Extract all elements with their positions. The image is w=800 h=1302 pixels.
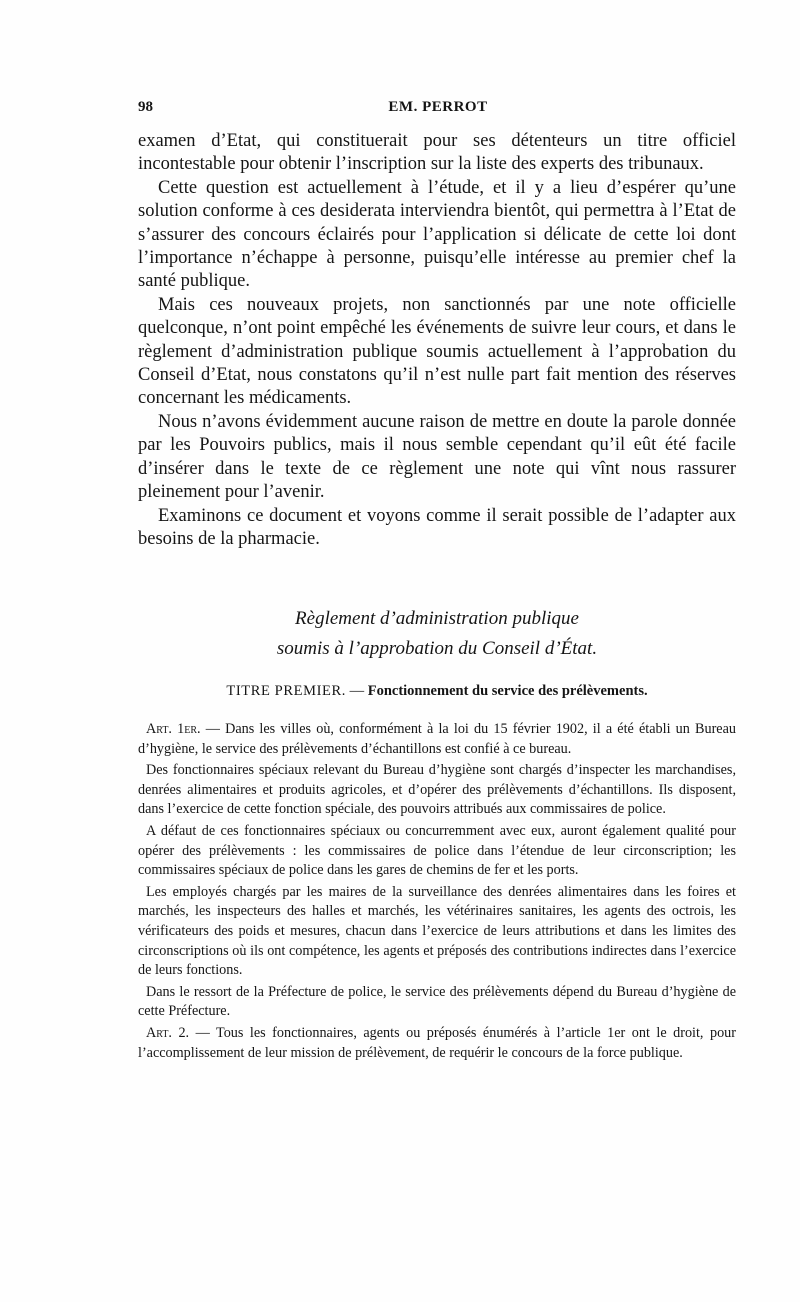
article-label: Art. 1er. [146,721,201,737]
running-head [138,99,738,121]
paragraph: Examinons ce document et voyons comme il serait possible de l’adapter aux besoins de la pharmacie. [138,505,736,549]
paragraph: examen d’Etat, qui constituerait pour ses détenteurs un titre officiel incontestable pour obtenir l’inscription sur la liste des experts des tribunaux. [138,131,736,175]
section-title-line: soumis à l’approbation du Conseil d’État. [276,638,598,659]
article-paragraph: Des fonctionnaires spéciaux relevant du Bureau d’hygiène sont chargés d’inspecter les marchandises, denrées alimentaires et produits agricoles, et d’opérer des prélèvements d’échantillons. Ils disposent, dans l’exercice de cette fonction spéciale, des pouvoirs attribués aux commissaires de police. [138,762,736,818]
article-1 [138,720,736,759]
body-text [138,130,736,551]
article-paragraph: Les employés chargés par les maires de la surveillance des denrées alimentaires dans les foires et marchés, les inspecteurs des halles et marchés, les vétérinaires sanitaires, les agents des octrois, les vérificateurs des poids et mesures, chacun dans l’exercice de leurs attributions et dans les limites des circonscriptions où ils ont compétence, les agents et préposés des contributions indirectes dans l’exercice de leurs fonctions. [138,883,736,979]
article-label: Art. 2. [146,1024,190,1041]
paragraph: Nous n’avons évidemment aucune raison de mettre en doute la parole donnée par les Pouvoirs publics, mais il nous semble cependant qu’il eût été facile d’insérer dans le texte de ce règlement une note qui vînt nous rassurer pleinement pour l’avenir. [138,411,736,503]
titre-label: TITRE PREMIER. [226,683,346,699]
section-title-line: Règlement d’administration publique [295,608,579,629]
article-paragraph: Dans le ressort de la Préfecture de police, le service des prélèvements dépend du Bureau d’hygiène de cette Préfecture. [138,983,736,1020]
titre-heading [138,683,736,700]
paragraph: Mais ces nouveaux projets, non sanctionnés par une note officielle quelconque, n’ont point empêché les événements de suivre leur cours, et dans le règlement d’administration publique soumis actuellement à l’approbation du Conseil d’Etat, nous constatons qu’il n’est nulle part fait mention des réserves concernant les médicaments. [138,294,736,409]
titre-text: Fonctionnement du service des prélèvements. [367,683,648,699]
article-text: — Dans les villes où, conformément à la loi du 15 février 1902, il a été établi un Bureau d’hygiène, le service des prélèvements d’échantillons est confié à ce bureau. [138,721,736,757]
page-number: 98 [138,99,153,115]
article-2 [138,1024,736,1063]
article-paragraph: A défaut de ces fonctionnaires spéciaux ou concurremment avec eux, auront également qualité pour opérer des prélèvements : les commissaires de police dans l’étendue de leur circonscription; les commissaires spéciaux de police dans les gares de chemins de fer et les ports. [138,822,736,879]
articles [138,720,736,1065]
article-text: — Tous les fonctionnaires, agents ou préposés énumérés à l’article 1er ont le droit, pour l’accomplissement de leur mission de prélèvement, de requérir le concours de la force publique. [138,1024,736,1061]
paragraph: Cette question est actuellement à l’étude, et il y a lieu d’espérer qu’une solution conforme à ces desiderata interviendra bientôt, qui permettra à l’Etat de s’assurer des concours éclairés pour l’application si délicate de cette loi dont l’importance n’échappe à personne, puisqu’elle intéresse au premier chef la santé publique. [138,177,736,292]
titre-dash: — [345,683,368,699]
running-head-author: EM. PERROT [388,99,488,115]
section-title [138,604,736,664]
